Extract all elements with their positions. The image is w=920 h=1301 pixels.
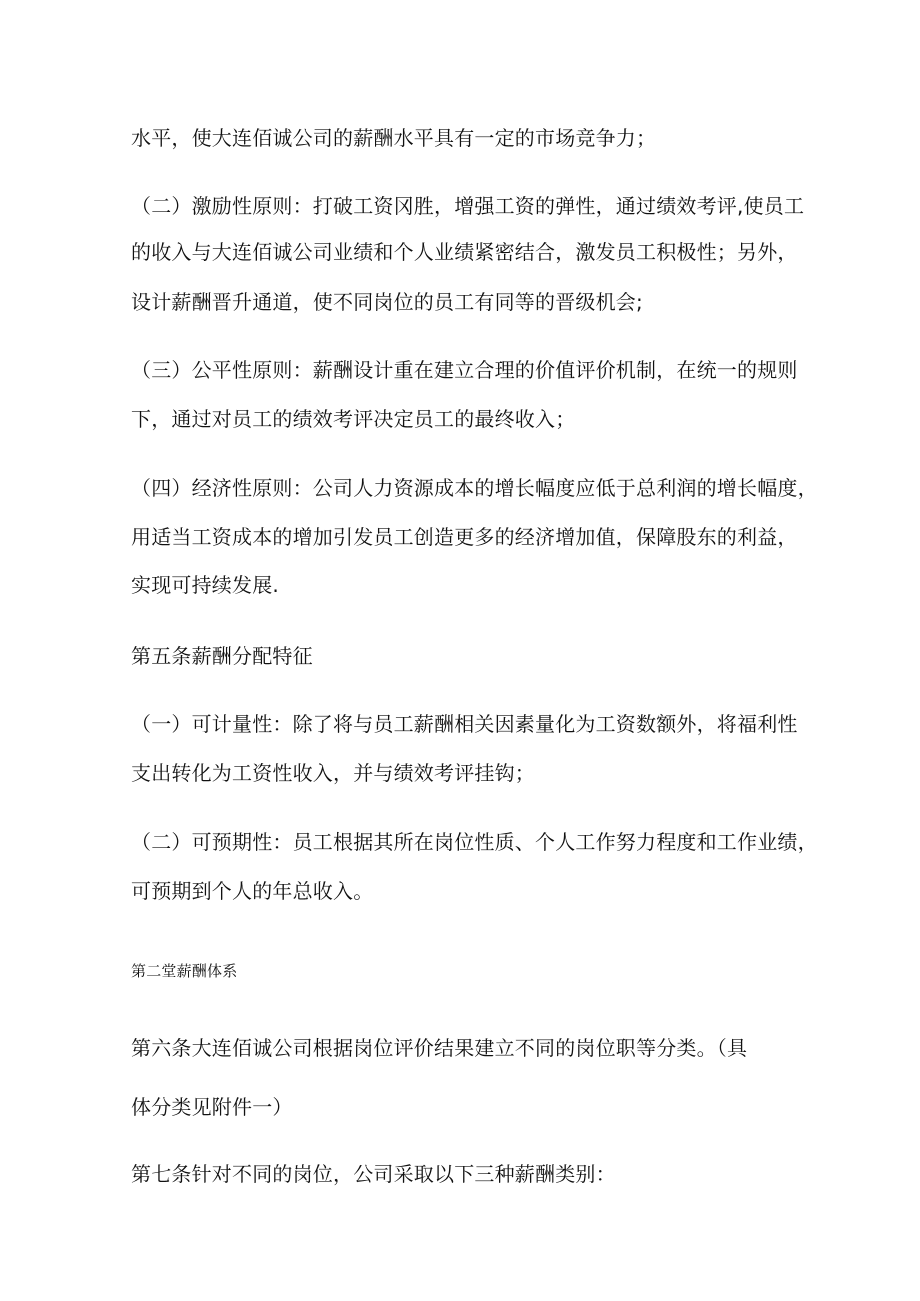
text-line-8: 用适当工资成本的增加引发员工创造更多的经济增加值，保障股东的利益， <box>131 525 798 549</box>
text-line-6: 下，通过对员工的绩效考评决定员工的最终收入； <box>131 407 576 431</box>
chapter-heading: 第二堂薪酬体系 <box>131 962 238 980</box>
text-line-9: 实现可持续发展. <box>131 573 279 597</box>
text-line-11: （一）可计量性：除了将与员工薪酬相关因素量化为工资数额外，将福利性 <box>131 712 798 736</box>
text-line-12: 支出转化为工资性收入，并与绩效考评挂钩； <box>131 761 535 785</box>
text-line-3: 的收入与大连佰诚公司业绩和个人业绩紧密结合，激发员工积极性；另外， <box>131 240 798 264</box>
text-line-16: 第六条大连佰诚公司根据岗位评价结果建立不同的岗位职等分类。（具 <box>131 1036 748 1060</box>
text-line-18: 第七条针对不同的岗位，公司采取以下三种薪酬类别： <box>131 1162 616 1186</box>
text-line-13: （二）可预期性：员工根据其所在岗位性质、个人工作努力程度和工作业绩， <box>131 830 818 854</box>
text-line-14: 可预期到个人的年总收入。 <box>131 879 374 903</box>
text-line-4: 设计薪酬晋升通道，使不同岗位的员工有同等的晋级机会; <box>131 290 643 314</box>
section-heading-5: 第五条薪酬分配特征 <box>131 644 313 668</box>
text-line-1: 水平，使大连佰诚公司的薪酬水平具有一定的市场竞争力； <box>131 126 657 150</box>
text-line-7: （四）经济性原则：公司人力资源成本的增长幅度应低于总利润的增长幅度， <box>131 476 818 500</box>
text-line-2: （二）激励性原则：打破工资冈胜，增强工资的弹性，通过绩效考评,使员工 <box>131 194 805 218</box>
text-line-5: （三）公平性原则：薪酬设计重在建立合理的价值评价机制，在统一的规则 <box>131 358 798 382</box>
text-line-17: 体分类见附件一） <box>131 1095 293 1119</box>
